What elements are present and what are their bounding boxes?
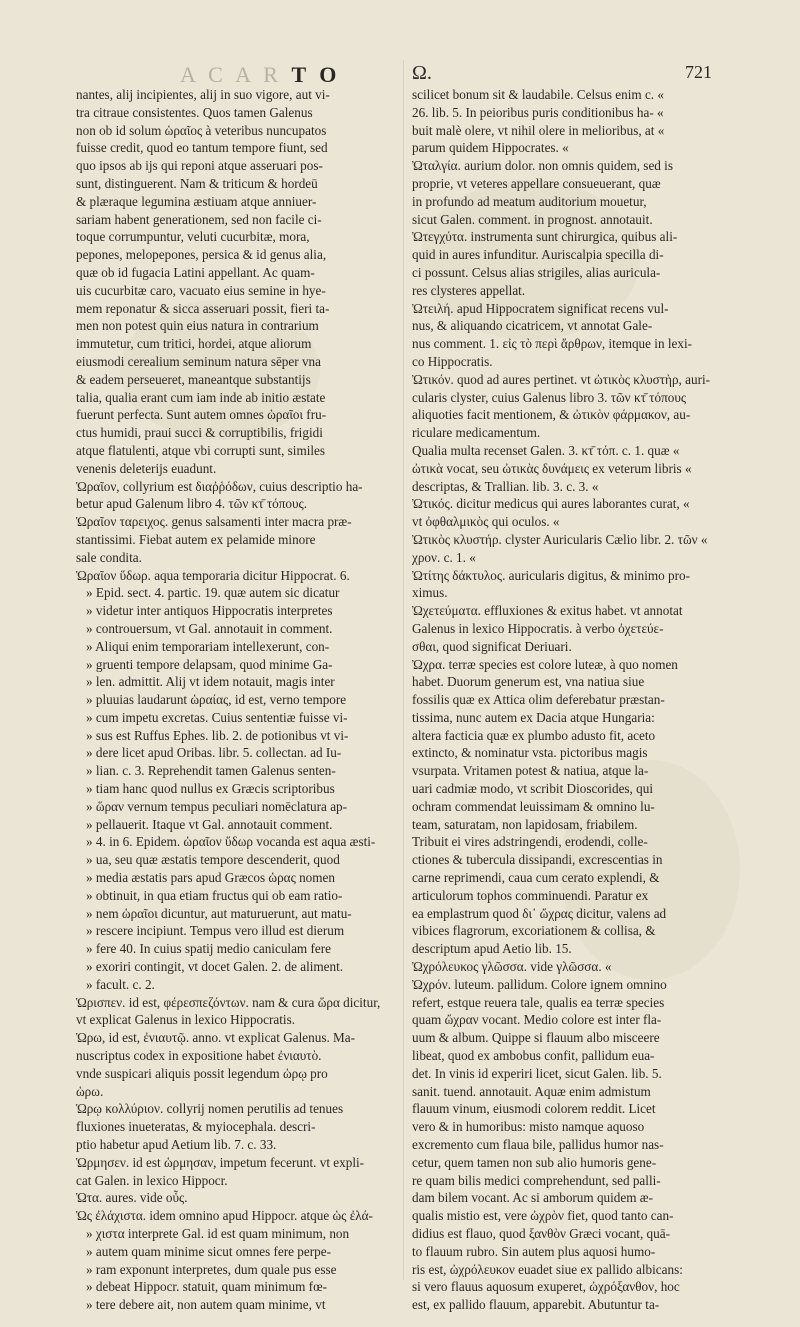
- text-line: » pluuias laudarunt ὡραίας, id est, verno tempore: [86, 692, 347, 708]
- text-line: sunt, distinguerent. Nam & triticum & hordeū: [76, 175, 318, 191]
- text-line: venenis deleterijs euadunt.: [76, 460, 217, 476]
- text-line: in profundo ad meatum auditorium mouetur,: [412, 193, 647, 209]
- text-line: nantes, alij incipientes, alij in suo vigore, aut vi-: [76, 87, 330, 102]
- text-line: fuisse credit, quod eo tantum tempore fiunt, sed: [76, 140, 328, 156]
- text-line: non ob id solum ὡραῖος à veteribus nuncupatos: [76, 122, 327, 138]
- text-line: Ὡτα. aures. vide οὖς.: [76, 1190, 188, 1206]
- text-line: vsurpata. Vritamen potest & natiua, atque la-: [412, 763, 649, 779]
- text-line: quid in aures infunditur. Auriscalpia specilla di-: [412, 247, 664, 263]
- text-line: Ὠτικόν. quod ad aures pertinet. vt ὠτικὸς κλυστὴρ, auri-: [412, 371, 711, 387]
- text-line: cat Galen. in lexico Hippocr.: [76, 1172, 228, 1188]
- text-line: uari cadmiæ modo, vt scribit Dioscorides, qui: [412, 781, 654, 797]
- text-line: » obtinuit, in qua etiam fructus qui ob eam ratio-: [86, 887, 343, 903]
- text-line: est, ex pallido flauum, apparebit. Abutuntur ta-: [412, 1297, 660, 1313]
- text-line: talia, qualia erant cum iam inde ab initio æstate: [76, 389, 326, 405]
- text-line: » nem ὡραῖοι dicuntur, aut maturuerunt, aut matu-: [86, 905, 352, 921]
- running-head-faded: A C A R: [180, 62, 282, 87]
- text-line: Ὠτικὸς κλυστήρ. clyster Auricularis Cælio libr. 2. τῶν «: [412, 531, 708, 547]
- text-line: sariam habent generationem, sed non facile ci-: [76, 211, 322, 227]
- text-line: » facult. c. 2.: [86, 976, 155, 992]
- text-line: » cum impetu excretas. Cuius sententiæ fuisse vi-: [86, 709, 348, 725]
- text-line: aliquoties facit mentionem, & ὠτικὸν φάρμακον, au-: [412, 407, 691, 423]
- text-line: didius est flauo, quod ξανθὸν Græci vocant, quā-: [412, 1226, 670, 1241]
- text-line: Qualia multa recenset Galen. 3. κτ̄ τόπ. c. 1. quæ «: [412, 442, 680, 458]
- text-line: proprie, vt veteres appellare consueuerant, quæ: [412, 175, 661, 191]
- text-line: Ὡρῳ κολλύριον. collyrij nomen perutilis ad tenues: [76, 1101, 344, 1117]
- text-line: Galenus in lexico Hippocratis. à verbo ὀχετεύε-: [412, 620, 664, 636]
- text-line: » debeat Hippocr. statuit, quam minimum fœ-: [86, 1279, 327, 1295]
- text-line: flauum vinum, eiusmodi colorem reddit. Licet: [412, 1101, 656, 1117]
- text-line: Ὡρω, id est, ἐνιαυτῷ. anno. vt explicat Galenus. Ma-: [76, 1030, 356, 1046]
- text-line: sale condita.: [76, 549, 142, 565]
- text-line: libeat, quod ex ambobus confit, pallidum eua-: [412, 1048, 655, 1064]
- text-line: Ὡραῖον ταρειχος. genus salsamenti inter macra præ-: [76, 514, 352, 530]
- text-line: dam bilem vocant. Ac si amborum quidem æ-: [412, 1190, 653, 1206]
- text-line: Ὠχρόν. luteum. pallidum. Colore ignem omnino: [412, 976, 667, 992]
- text-line: » exoriri contingit, vt docet Galen. 2. de aliment.: [86, 959, 344, 975]
- text-line: » gruenti tempore delapsam, quod minime Ga-: [86, 656, 333, 672]
- text-line: sicut Galen. comment. in prognost. annotauit.: [412, 211, 653, 227]
- text-line: 26. lib. 5. In peioribus puris conditionibus ha- «: [412, 104, 664, 120]
- text-line: immutetur, cum tritici, hordei, atque aliorum: [76, 336, 312, 352]
- text-line: ptio habetur apud Aetium lib. 7. c. 33.: [76, 1137, 277, 1153]
- text-line: & plæraque legumina æstiuam atque anniuer-: [76, 193, 317, 209]
- text-line: nus comment. 1. εἰς τὸ περὶ ἄρθρων, itemque in lexi-: [412, 336, 693, 352]
- text-line: » ua, seu quæ æstatis tempore descenderit, quod: [86, 852, 340, 868]
- text-line: » media æstatis pars apud Græcos ὡρας nomen: [86, 870, 335, 886]
- text-line: habet. Duorum generum est, vna natiua siue: [412, 674, 645, 690]
- text-line: sanit. tuend. annotauit. Aquæ enim admistum: [412, 1083, 651, 1099]
- text-line: » 4. in 6. Epidem. ὡραῖον ὕδωρ vocanda est aqua æsti-: [86, 834, 376, 850]
- text-line: riculare medicamentum.: [412, 425, 541, 441]
- text-line: eiusmodi cerealium seminum natura sēper vna: [76, 353, 321, 369]
- text-line: pepones, melopepones, persica & id genus alia,: [76, 247, 327, 263]
- text-line: ci possunt. Celsus alias strigiles, alias auricula-: [412, 264, 661, 280]
- text-line: Ὠτικός. dicitur medicus qui aures laborantes curat, «: [412, 496, 690, 512]
- text-line: tissima, nunc autem ex Dacia atque Hungaria:: [412, 709, 655, 725]
- text-line: excremento cum flaua bile, pallidus humor nas-: [412, 1137, 664, 1153]
- text-line: vt ὀφθαλμικὸς qui oculos. «: [412, 514, 560, 530]
- text-line: » dere licet apud Oribas. libr. 5. collectan. ad Iu-: [86, 745, 342, 761]
- text-line: Ὠτειλή. apud Hippocratem significat recens vul-: [412, 300, 669, 316]
- text-line: toque corrumpuntur, veluti cucurbitæ, mora,: [76, 229, 310, 245]
- text-line: descriptum apud Aetio lib. 15.: [412, 941, 572, 957]
- text-line: » autem quam minime sicut omnes fere perpe-: [86, 1243, 331, 1259]
- text-line: Ὠτίτης δάκτυλος. auricularis digitus, & minimo pro-: [412, 567, 690, 583]
- text-line: » videtur inter antiquos Hippocratis interpretes: [86, 603, 333, 619]
- text-line: ctus humidi, praui succi & corruptibilis, frigidi: [76, 425, 323, 441]
- right-text-column: [412, 86, 712, 1314]
- text-line: ximus.: [412, 585, 448, 601]
- text-line: Ὡς ἐλάχιστα. idem omnino apud Hippocr. atque ὡς ἐλά-: [76, 1208, 373, 1224]
- text-line: » lian. c. 3. Reprehendit tamen Galenus senten-: [86, 763, 336, 779]
- text-line: Ὡραῖον ὕδωρ. aqua temporaria dicitur Hippocrat. 6.: [76, 567, 350, 583]
- text-line: vibices flagrorum, excoriationem & collisa, &: [412, 923, 656, 939]
- text-line: ctiones & tubercula dissipandi, excrescentias in: [412, 852, 663, 868]
- text-line: quæ ob id fugacia Latini appellant. Ac quam-: [76, 264, 315, 280]
- text-line: res clysteres appellat.: [412, 282, 526, 298]
- text-line: nus, & aliquando cicatricem, vt annotat Gale-: [412, 318, 653, 334]
- text-line: scilicet bonum sit & laudabile. Celsus enim c. «: [412, 87, 664, 102]
- text-line: σθαι, quod significat Deriuari.: [412, 638, 572, 654]
- text-line: articulorum tophos comminuendi. Paratur ex: [412, 887, 649, 903]
- text-line: det. In vinis id experiri licet, sicut Galen. lib. 5.: [412, 1065, 662, 1081]
- text-line: co Hippocratis.: [412, 353, 493, 369]
- text-line: Ὡρμησεν. id est ὡρμησαν, impetum fecerunt. vt expli-: [76, 1154, 365, 1170]
- text-line: fossilis quæ ex Attica olim deferebatur præstan-: [412, 692, 665, 708]
- text-line: cularis clyster, cuius Galenus libro 3. τῶν κτ̄ τόπους: [412, 389, 687, 405]
- text-line: carne reprimendi, caua cum cerato explendi, &: [412, 870, 660, 886]
- text-line: » ὥραν vernum tempus peculiari nomēclatura ap-: [86, 798, 348, 814]
- text-line: & eadem perseueret, maneantque substantijs: [76, 371, 311, 387]
- text-line: vt explicat Galenus in lexico Hippocratis.: [76, 1012, 295, 1028]
- text-line: quo ipsos ab ijs qui reponi atque asseruari pos-: [76, 158, 323, 174]
- text-line: cetur, quem tamen non sub alio humoris gene-: [412, 1154, 657, 1170]
- text-line: » sus est Ruffus Ephes. lib. 2. de potionibus vt vi-: [86, 727, 349, 743]
- text-line: Ὡρισπεν. id est, φέρεσπεζόντων. nam & cura ὥρα dicitur,: [76, 994, 381, 1010]
- text-line: qualis mistio est, vere ὠχρὸν fiet, quod tanto can-: [412, 1208, 674, 1224]
- section-letter: Ω.: [412, 62, 432, 84]
- text-line: » Aliqui enim temporariam intellexerunt, con-: [86, 638, 330, 654]
- text-line: » rescere incipiunt. Tempus vero illud est dierum: [86, 923, 345, 939]
- page-number: 721: [685, 62, 712, 82]
- running-head-left: [180, 62, 340, 88]
- text-line: ὡρω.: [76, 1083, 104, 1099]
- text-line: tra citraue consistentes. Quos tamen Galenus: [76, 104, 313, 120]
- text-line: atque flatulenti, atque vbi corrupti sunt, similes: [76, 442, 326, 458]
- text-line: Ὠχετεύματα. effluxiones & exitus habet. vt annotat: [412, 603, 683, 619]
- column-gutter: [403, 60, 404, 1280]
- text-line: » tere debere ait, non autem quam minime, vt: [86, 1297, 326, 1313]
- text-line: mem reponatur & sicca asseruari possit, fieri ta-: [76, 300, 330, 316]
- text-line: » pellauerit. Itaque vt Gal. annotauit comment.: [86, 816, 333, 832]
- running-head-bold: T O: [291, 62, 341, 87]
- text-line: altera facticia quæ ex plumbo adusto fit, aceto: [412, 727, 656, 743]
- text-line: » ram exponunt interpretes, dum quale pus esse: [86, 1261, 337, 1277]
- text-line: re quam bilis medici comprehendunt, sed palli-: [412, 1172, 661, 1188]
- text-line: Ὠταλγία. aurium dolor. non omnis quidem, sed is: [412, 158, 673, 174]
- text-line: Ὠτεγχύτα. instrumenta sunt chirurgica, quibus ali-: [412, 229, 678, 245]
- text-line: refert, estque reuera tale, qualis ea terræ species: [412, 994, 665, 1010]
- text-line: » fere 40. In cuius spatij medio caniculam fere: [86, 941, 331, 957]
- text-line: betur apud Galenum libro 4. τῶν κτ̄ τόπους.: [76, 496, 308, 512]
- text-line: » χιστα interprete Gal. id est quam minimum, non: [86, 1226, 350, 1241]
- text-line: » tiam hanc quod nullus ex Græcis scriptoribus: [86, 781, 335, 797]
- text-line: si vero flauus aquosum exuperet, ὠχρόξανθον, hoc: [412, 1279, 680, 1295]
- text-line: to flauum rubro. Sin autem plus aquosi humo-: [412, 1243, 656, 1259]
- text-line: vero & in humoribus: misto namque aquoso: [412, 1119, 645, 1135]
- text-line: fluxiones inueteratas, & myiocephala. descri-: [76, 1119, 316, 1135]
- text-line: ea emplastrum quod δι᾽ ὤχρας dicitur, valens ad: [412, 905, 667, 921]
- text-line: Ὠχρόλευκος γλῶσσα. vide γλῶσσα. «: [412, 959, 612, 975]
- text-line: quam ὤχραν vocant. Medio colore est inter fla-: [412, 1012, 662, 1028]
- text-line: uis cucurbitæ caro, vacuato eius semine in hye-: [76, 282, 326, 298]
- left-text-column: [76, 86, 394, 1314]
- text-line: men non potest quin eius natura in contrarium: [76, 318, 319, 334]
- text-line: Ὡραῖον, collyrium est διαῤῥόδων, cuius descriptio ha-: [76, 478, 363, 494]
- text-line: » controuersum, vt Gal. annotauit in comment.: [86, 620, 333, 636]
- text-line: descriptas, & Trallian. lib. 3. c. 3. «: [412, 478, 599, 494]
- text-line: ὠτικὰ vocat, seu ὠτικὰς δυνάμεις ex veterum libris «: [412, 460, 692, 476]
- text-line: parum quidem Hippocrates. «: [412, 140, 569, 156]
- text-line: team, saturatam, non lapidosam, friabilem.: [412, 816, 638, 832]
- text-line: χρον. c. 1. «: [412, 549, 476, 565]
- text-line: fuerunt perfecta. Sunt autem omnes ὡραῖοι fru-: [76, 407, 327, 423]
- text-line: stantissimi. Fiebat autem ex pelamide minore: [76, 531, 316, 547]
- text-line: extincto, & nominatur vsta. pictoribus magis: [412, 745, 648, 761]
- text-line: Tribuit ei vires adstringendi, erodendi, colle-: [412, 834, 648, 850]
- text-line: uum & album. Quippe si flauum albo misceere: [412, 1030, 660, 1046]
- text-line: ris est, ὠχρόλευκον euadet siue ex pallido albicans:: [412, 1261, 683, 1277]
- text-line: ochram commendat leuissimam & omnino lu-: [412, 798, 655, 814]
- text-line: nuscriptus codex in expositione habet ἐνιαυτὸ.: [76, 1048, 322, 1064]
- text-line: Ὠχρα. terræ species est colore luteæ, à quo nomen: [412, 656, 678, 672]
- text-line: » Epid. sect. 4. partic. 19. quæ autem sic dicatur: [86, 585, 340, 601]
- text-line: vnde suspicari aliquis possit legendum ὡρῳ pro: [76, 1065, 328, 1081]
- text-line: buit malè olere, vt nihil olere in melioribus, at «: [412, 122, 665, 138]
- text-line: » len. admittit. Alij vt idem notauit, magis inter: [86, 674, 335, 690]
